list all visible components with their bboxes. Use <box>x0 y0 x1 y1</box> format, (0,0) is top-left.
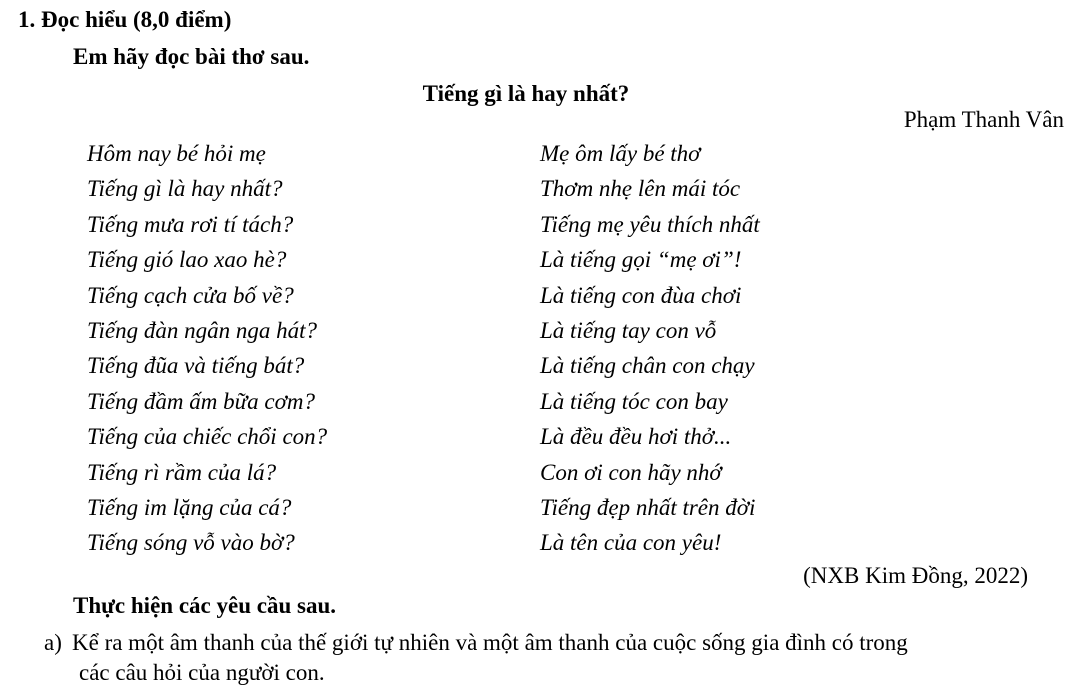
poem-author: Phạm Thanh Vân <box>903 107 1064 132</box>
poem-title: Tiếng gì là hay nhất? <box>422 81 630 106</box>
poem-line: Tiếng mưa rơi tí tách? <box>87 211 294 237</box>
poem-line: Là tiếng con đùa chơi <box>540 282 742 308</box>
poem-line: Tiếng gió lao xao hè? <box>87 247 287 273</box>
poem-line: Thơm nhẹ lên mái tóc <box>540 176 741 202</box>
question-label: a) <box>44 630 62 655</box>
poem-line: Là tiếng tóc con bay <box>540 388 728 414</box>
question-a <box>44 628 1044 688</box>
poem-line: Con ơi con hãy nhớ <box>540 459 722 485</box>
question-text-continued: các câu hỏi của người con. <box>79 660 325 685</box>
poem-line: Là tên của con yêu! <box>540 530 722 556</box>
question-text: Kể ra một âm thanh của thế giới tự nhiên và một âm thanh của cuộc sống gia đình có trong <box>72 630 908 655</box>
poem-line: Tiếng rì rầm của lá? <box>87 459 277 485</box>
poem-line: Mẹ ôm lấy bé thơ <box>540 141 701 166</box>
poem-column-left <box>87 140 327 565</box>
section-heading: 1. Đọc hiểu (8,0 điểm) <box>18 7 232 32</box>
poem-line: Hôm nay bé hỏi mẹ <box>87 141 266 166</box>
poem-line: Là tiếng gọi “mẹ ơi”! <box>540 247 742 273</box>
poem-source: (NXB Kim Đồng, 2022) <box>803 563 1028 588</box>
poem-line: Tiếng im lặng của cá? <box>87 494 292 520</box>
poem-line: Là tiếng tay con vỗ <box>540 317 717 343</box>
poem-line: Tiếng cạch cửa bố về? <box>87 282 294 308</box>
poem-line: Tiếng mẹ yêu thích nhất <box>540 211 760 237</box>
poem-line: Tiếng đẹp nhất trên đời <box>540 494 756 520</box>
poem-line: Tiếng đầm ấm bữa cơm? <box>87 388 315 414</box>
poem-line: Tiếng đũa và tiếng bát? <box>87 353 305 379</box>
poem-line: Tiếng đàn ngân nga hát? <box>87 317 318 343</box>
poem-line: Tiếng của chiếc chổi con? <box>87 424 328 450</box>
reading-instruction: Em hãy đọc bài thơ sau. <box>73 44 310 69</box>
poem-line: Là tiếng chân con chạy <box>540 353 755 379</box>
poem-line: Tiếng gì là hay nhất? <box>87 176 283 202</box>
task-heading: Thực hiện các yêu cầu sau. <box>73 593 336 618</box>
poem-line: Tiếng sóng vỗ vào bờ? <box>87 530 295 556</box>
poem-line: Là đều đều hơi thở... <box>540 424 732 450</box>
poem-column-right <box>540 140 760 565</box>
